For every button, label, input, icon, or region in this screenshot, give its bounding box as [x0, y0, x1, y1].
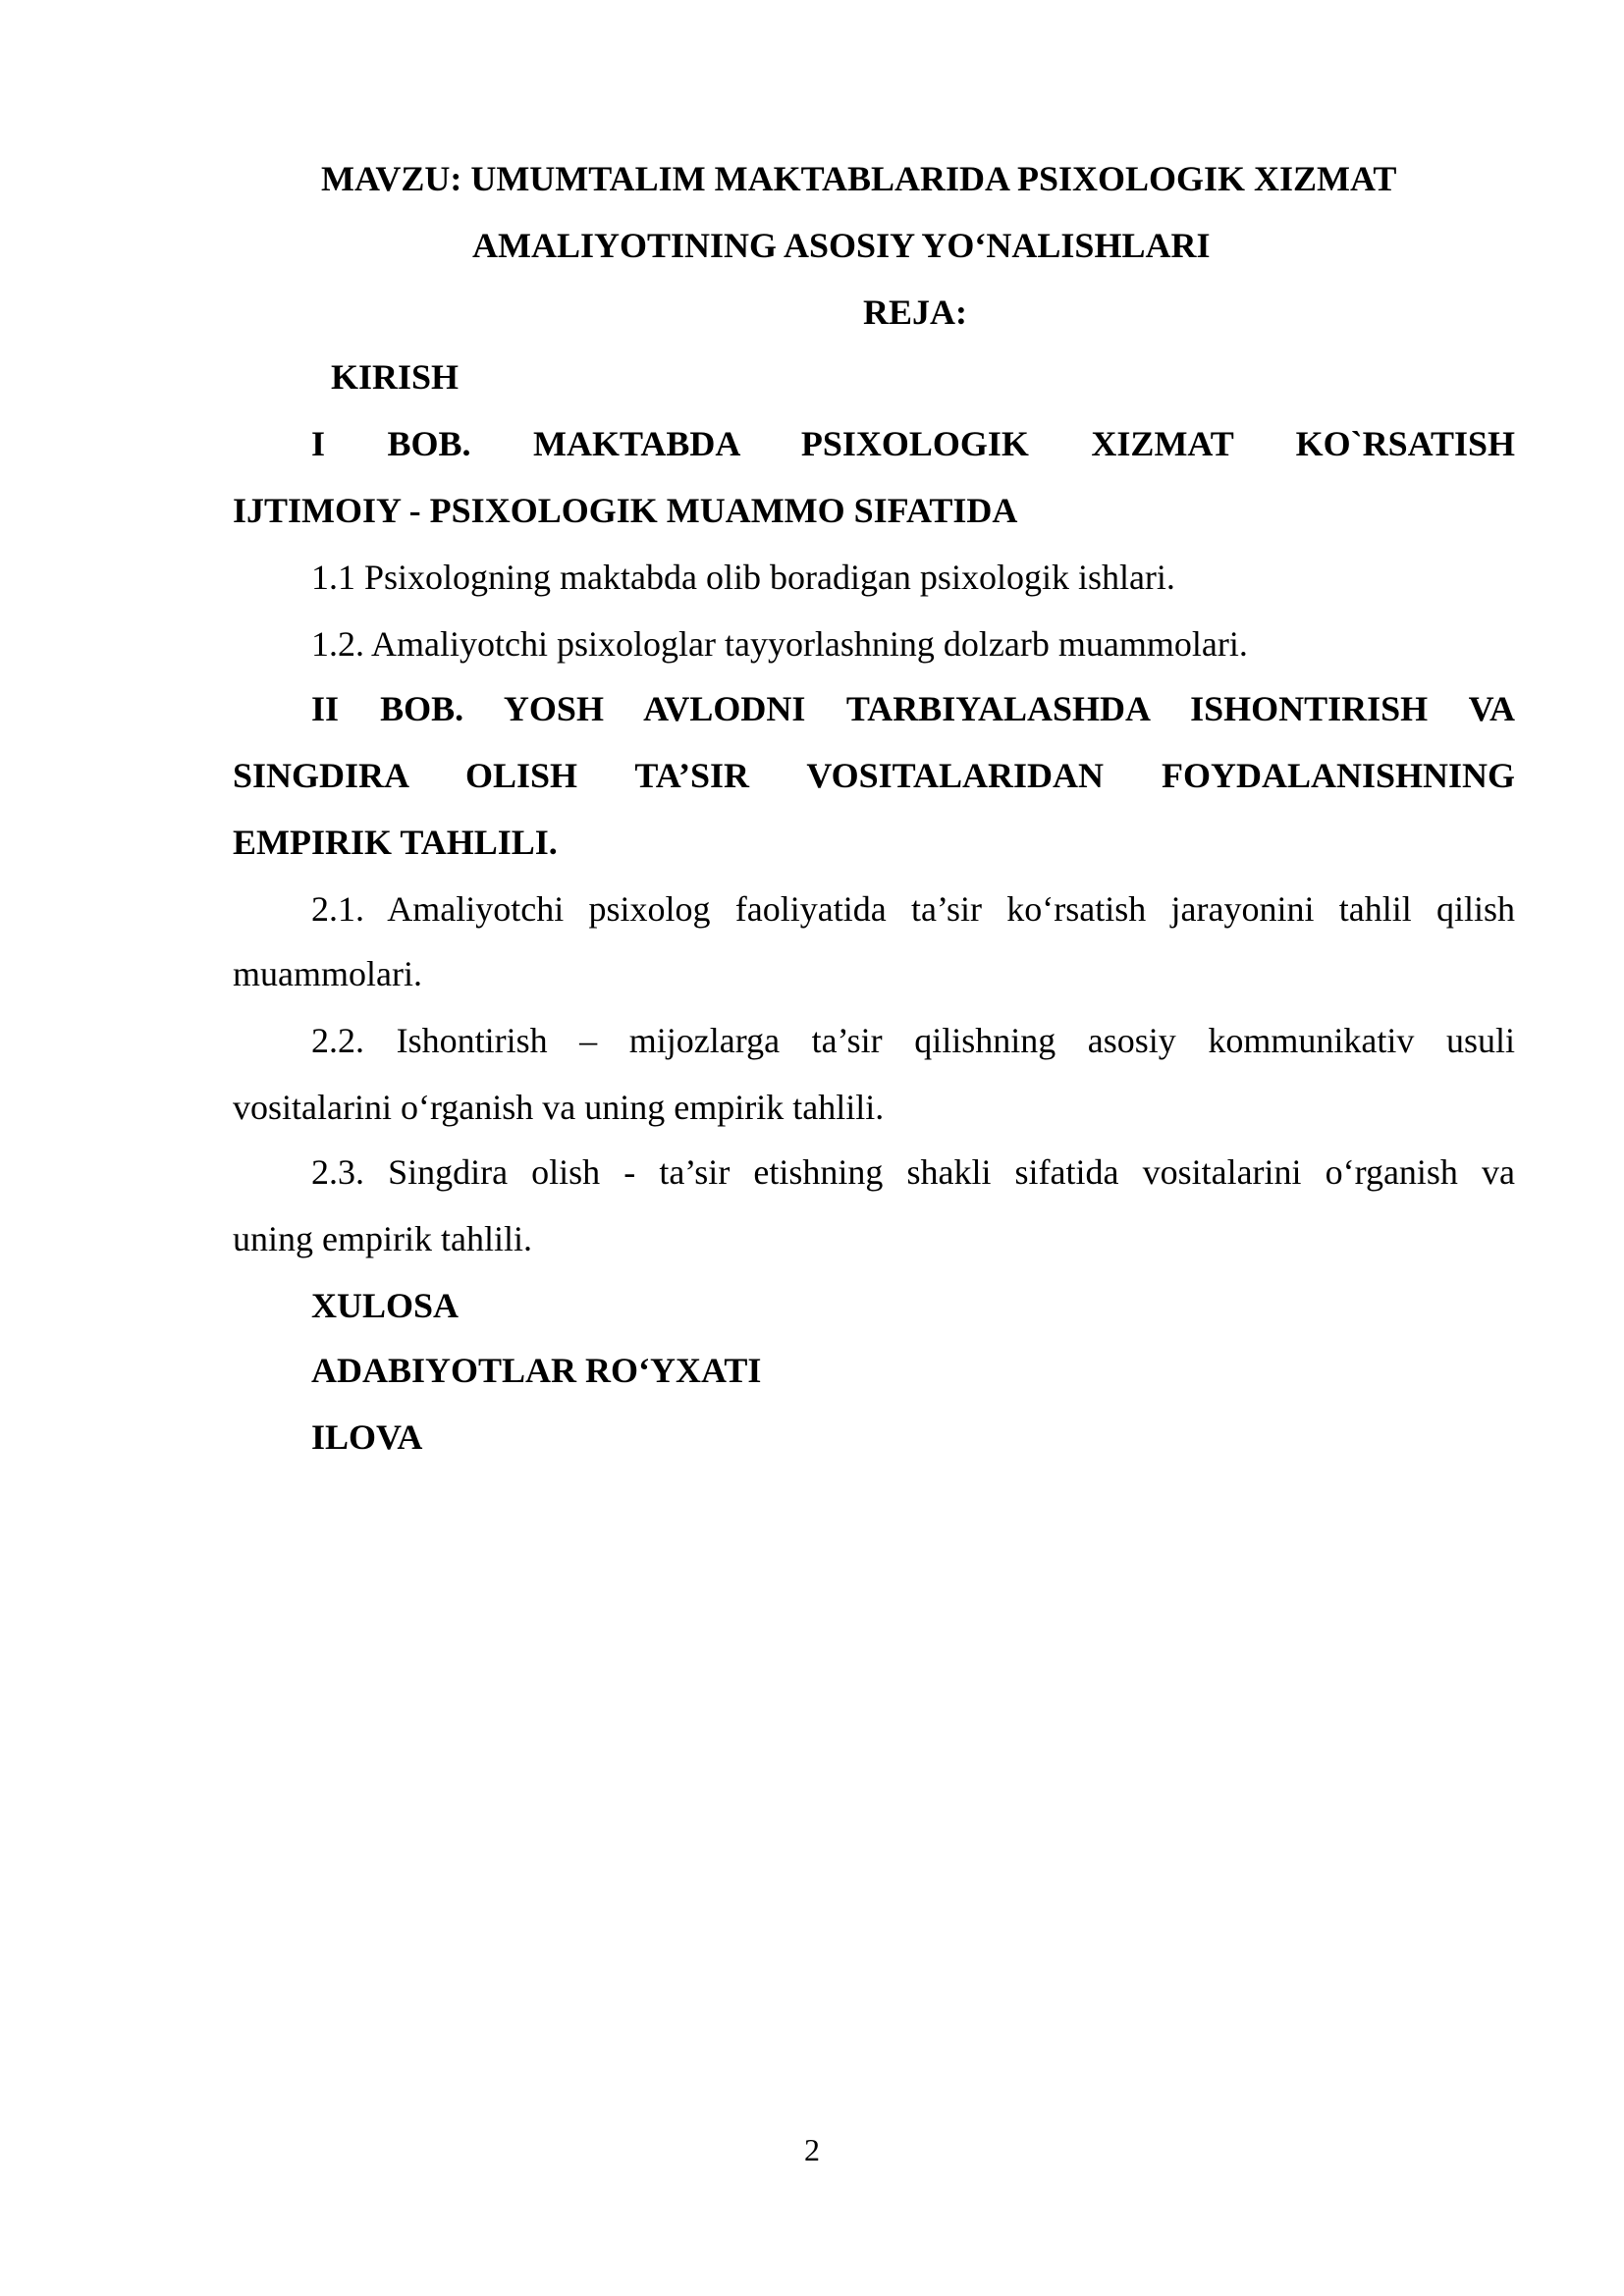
chapter2-item-1-line-1: 2.1. Amaliyotchi psixolog faoliyatida ta’sir ko‘rsatish jarayonini tahlil qilish [311, 889, 1515, 929]
page-number: 2 [804, 2132, 820, 2167]
chapter1-heading-line-2: IJTIMOIY - PSIXOLOGIK MUAMMO SIFATIDA [233, 491, 1018, 530]
chapter2-heading-line-3: EMPIRIK TAHLILI. [233, 823, 558, 862]
chapter2-heading-line-1: II BOB. YOSH AVLODNI TARBIYALASHDA ISHONTIRISH VA [311, 689, 1515, 728]
title-line-2: AMALIYOTINING ASOSIY YO‘NALISHLARI [472, 226, 1211, 265]
chapter1-item-2: 1.2. Amaliyotchi psixologlar tayyorlashning dolzarb muammolari. [311, 624, 1248, 664]
chapter1-heading-line-1: I BOB. MAKTABDA PSIXOLOGIK XIZMAT KO`RSATISH [311, 424, 1515, 463]
appendix-heading: ILOVA [311, 1417, 423, 1457]
intro-heading: KIRISH [331, 357, 460, 397]
title-line-1: MAVZU: UMUMTALIM MAKTABLARIDA PSIXOLOGIK XIZMAT [321, 159, 1397, 198]
chapter2-item-1-line-2: muammolari. [233, 954, 422, 993]
plan-heading: REJA: [863, 293, 967, 332]
references-heading: ADABIYOTLAR RO‘YXATI [311, 1351, 762, 1390]
chapter2-item-3-line-2: uning empirik tahlili. [233, 1219, 532, 1258]
chapter2-item-3-line-1: 2.3. Singdira olish - ta’sir etishning shakli sifatida vositalarini o‘rganish va [311, 1152, 1515, 1192]
chapter2-heading-line-2: SINGDIRA OLISH TA’SIR VOSITALARIDAN FOYDALANISHNING [233, 756, 1515, 795]
chapter2-item-2-line-2: vositalarini o‘rganish va uning empirik tahlili. [233, 1088, 885, 1127]
conclusion-heading: XULOSA [311, 1286, 460, 1325]
chapter2-item-2-line-1: 2.2. Ishontirish – mijozlarga ta’sir qilishning asosiy kommunikativ usuli [311, 1021, 1515, 1060]
chapter1-item-1: 1.1 Psixologning maktabda olib boradigan psixologik ishlari. [311, 558, 1175, 597]
